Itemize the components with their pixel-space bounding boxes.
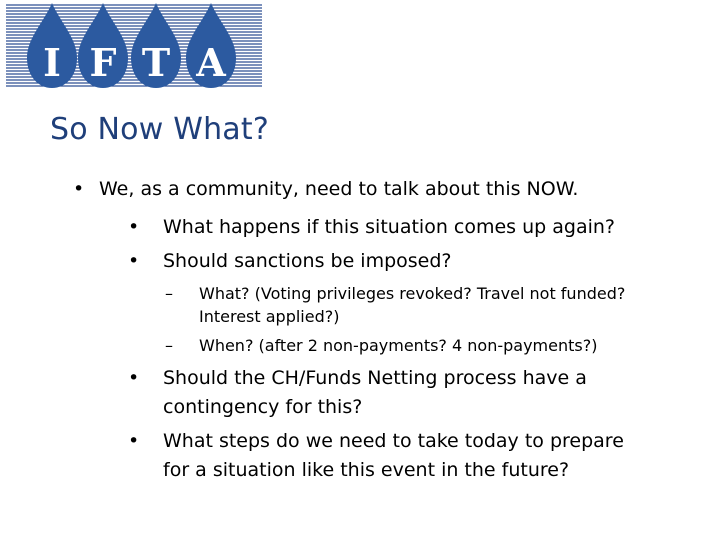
bullet-marker: • — [73, 178, 85, 200]
sub-bullet-when: When? (after 2 non-payments? 4 non-payments?) — [199, 336, 598, 355]
bullet-marker: • — [128, 250, 140, 272]
bullet-prepare-line1: What steps do we need to take today to prepare — [163, 430, 624, 452]
logo-letter-a: A — [196, 40, 226, 85]
bullet-sanctions: Should sanctions be imposed? — [163, 250, 452, 272]
bullet-marker: • — [128, 430, 140, 452]
logo-letter-t: T — [141, 40, 171, 85]
logo-letter-i: I — [43, 40, 61, 85]
dash-marker: – — [165, 284, 173, 303]
bullet-netting-line1: Should the CH/Funds Netting process have a — [163, 367, 587, 389]
bullet-marker: • — [128, 367, 140, 389]
dash-marker: – — [165, 336, 173, 355]
ifta-logo — [0, 0, 265, 92]
bullet-marker: • — [128, 216, 140, 238]
sub-bullet-what-line1: What? (Voting privileges revoked? Travel not funded? — [199, 284, 626, 303]
slide-title: So Now What? — [50, 112, 269, 147]
bullet-community-talk: We, as a community, need to talk about this NOW. — [99, 178, 579, 200]
bullet-prepare-line2: for a situation like this event in the future? — [163, 459, 570, 481]
sub-bullet-what-line2: Interest applied?) — [199, 307, 340, 326]
logo-letter-f: F — [89, 40, 117, 85]
bullet-netting-line2: contingency for this? — [163, 396, 363, 418]
bullet-situation-again: What happens if this situation comes up again? — [163, 216, 616, 238]
